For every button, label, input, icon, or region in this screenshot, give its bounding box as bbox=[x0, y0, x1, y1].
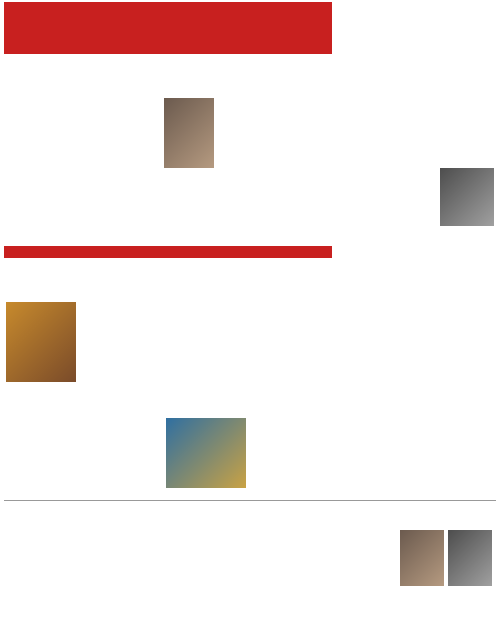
minister-photo bbox=[164, 98, 214, 168]
student-photo-caption bbox=[400, 588, 492, 598]
masthead bbox=[4, 2, 332, 78]
group-photo bbox=[6, 302, 76, 382]
right-lower-story bbox=[336, 288, 496, 398]
right-bottom-story bbox=[336, 504, 496, 622]
right-top-story bbox=[336, 2, 496, 116]
center-top-story bbox=[216, 84, 328, 244]
left-feature-story bbox=[4, 400, 160, 496]
group-photo-caption bbox=[4, 386, 160, 394]
center-top-body bbox=[216, 84, 328, 210]
statue-photo bbox=[440, 168, 494, 226]
center-bottom-story bbox=[164, 504, 332, 622]
masthead-meta bbox=[4, 54, 332, 57]
left-mid-story bbox=[4, 286, 160, 386]
left-bottom-story bbox=[4, 504, 160, 622]
left-mid-body bbox=[80, 302, 158, 382]
band-strip-body bbox=[4, 260, 332, 278]
center-lower-story bbox=[164, 400, 332, 496]
center-bottom-body bbox=[164, 504, 332, 600]
section-divider bbox=[4, 500, 496, 501]
lead-body bbox=[4, 80, 162, 180]
center-lower-body bbox=[250, 418, 330, 492]
student-photo-1 bbox=[400, 530, 444, 586]
left-feature-body bbox=[4, 400, 160, 476]
right-bottom-body bbox=[338, 530, 396, 618]
workshop-photo-caption bbox=[164, 488, 332, 496]
center-mid-story bbox=[164, 286, 332, 386]
left-bottom-body bbox=[4, 504, 160, 590]
right-lower-body bbox=[336, 288, 496, 374]
right-top-body bbox=[336, 2, 496, 82]
student-photo-2 bbox=[448, 530, 492, 586]
masthead-title bbox=[4, 2, 332, 54]
workshop-photo bbox=[166, 418, 246, 488]
minister-photo-caption bbox=[164, 170, 214, 190]
band-strip-headline bbox=[4, 246, 332, 258]
lead-story bbox=[4, 80, 162, 230]
center-mid-body bbox=[164, 286, 332, 352]
